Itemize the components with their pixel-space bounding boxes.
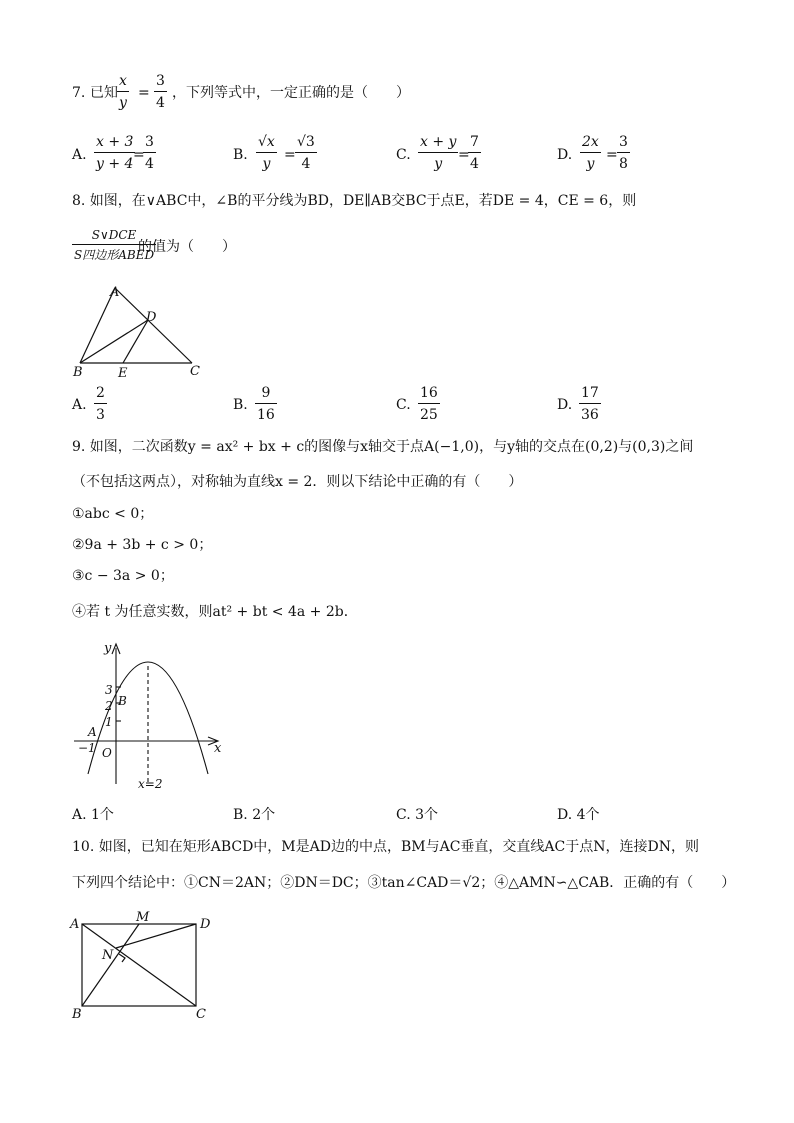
q7-option-c-lhs: $\frac{x + y}{y}$ <box>420 134 457 172</box>
q8-area-ratio: S∨DCE S四边形ABED <box>74 228 155 262</box>
q7-equals: = <box>138 85 150 101</box>
q9-question-line-1: 9. 如图，二次函数y = ax² + bx + c的图像与x轴交于点A(−1,0)，与y轴的交点在(0,2)与(0,3)之间 <box>72 439 694 455</box>
q9-graph-label-origin: O <box>102 746 112 760</box>
q10-label-n: N <box>102 948 114 963</box>
q7-option-d-rhs: $\frac{3}{8}$ <box>619 134 628 172</box>
q10-rectangle-figure <box>68 906 218 1022</box>
q7-fraction-three-fourths: $\frac{3}{4}$ <box>156 73 165 111</box>
q8-option-a-value: $\frac{2}{3}$ <box>96 385 105 423</box>
q7-option-b-label[interactable]: B. <box>233 147 248 163</box>
q9-option-d[interactable]: D. 4个 <box>557 807 600 823</box>
q8-option-c-label[interactable]: C. <box>396 397 411 413</box>
q9-statement-3: ③c − 3a > 0； <box>72 568 174 584</box>
q10-label-a: A <box>70 917 80 932</box>
q9-parabola-graph <box>70 636 240 796</box>
q9-graph-label-b: B <box>118 694 127 708</box>
q7-option-c-rhs: $\frac{7}{4}$ <box>470 134 479 172</box>
q10-diagonal-ac <box>82 924 196 1006</box>
q9-question-line-2: （不包括这两点），对称轴为直线x = 2．则以下结论中正确的有（ ） <box>72 474 523 490</box>
q10-label-d: D <box>200 917 211 932</box>
q9-graph-label-3: 3 <box>105 683 113 697</box>
q8-option-d-label[interactable]: D. <box>557 397 573 413</box>
q10-right-angle-mark <box>119 954 125 962</box>
q8-segment-de <box>123 320 148 363</box>
q9-statement-4: ④若 t 为任意实数，则at² + bt < 4a + 2b． <box>72 604 358 620</box>
q8-segment-ac <box>115 288 192 363</box>
q10-segment-nd <box>116 924 196 948</box>
q7-option-b-lhs: $\frac{√x}{y}$ <box>258 134 275 172</box>
q7-question-text: ，下列等式中，一定正确的是（ ） <box>172 85 410 101</box>
q9-graph-label-axis: x=2 <box>138 777 163 791</box>
q9-graph-label-y: y <box>104 641 112 656</box>
q7-option-a-rhs: $\frac{3}{4}$ <box>145 134 154 172</box>
q9-option-a[interactable]: A. 1个 <box>72 807 114 823</box>
q7-option-d-eq: = <box>606 147 618 163</box>
q7-option-b-rhs: $\frac{√3}{4}$ <box>297 134 315 172</box>
q8-option-a-label[interactable]: A. <box>72 397 87 413</box>
q8-label-b: B <box>73 365 83 380</box>
q7-prefix: 已知 <box>90 85 118 101</box>
q7-option-c-eq: = <box>458 147 470 163</box>
q8-label-a: A <box>110 285 120 300</box>
q7-option-d-label[interactable]: D. <box>557 147 573 163</box>
q10-label-b: B <box>72 1007 82 1022</box>
q7-option-a-label[interactable]: A. <box>72 147 87 163</box>
q8-option-b-label[interactable]: B. <box>233 397 248 413</box>
q8-label-d: D <box>146 310 157 325</box>
q7-option-a-lhs: $\frac{x + 3}{y + 4}$ <box>96 134 134 172</box>
q10-question-line-1: 10. 如图，已知在矩形ABCD中，M是AD边的中点，BM与AC垂直，交直线AC于点N，连接DN，则 <box>72 839 699 855</box>
q8-question-line-2: 的值为（ ） <box>138 239 236 255</box>
q9-graph-label-2: 2 <box>105 699 113 713</box>
q8-label-c: C <box>190 364 200 379</box>
q9-graph-label-x: x <box>214 741 222 756</box>
q8-option-d-value: $\frac{17}{36}$ <box>581 385 599 423</box>
q10-segment-bm <box>82 924 139 1006</box>
q7-number: 7. <box>72 85 86 101</box>
q9-option-c[interactable]: C. 3个 <box>396 807 439 823</box>
q7-option-c-label[interactable]: C. <box>396 147 411 163</box>
q8-option-b-value: $\frac{9}{16}$ <box>257 385 275 423</box>
q9-statement-2: ②9a + 3b + c > 0； <box>72 537 213 553</box>
q10-label-m: M <box>136 910 150 925</box>
q9-option-b[interactable]: B. 2个 <box>233 807 276 823</box>
q7-option-d-lhs: $\frac{2x}{y}$ <box>582 134 599 172</box>
q9-statement-1: ①abc < 0； <box>72 506 154 522</box>
q8-label-e: E <box>118 366 128 380</box>
q9-graph-label-a: A <box>88 725 97 739</box>
q10-label-c: C <box>196 1007 206 1022</box>
q8-question-line-1: 8. 如图，在∨ABC中，∠B的平分线为BD，DE∥AB交BC于点E，若DE = 4，CE = 6，则 <box>72 193 637 209</box>
q7-fraction-x-over-y: $\frac{x}{y}$ <box>119 73 127 111</box>
q7-option-b-eq: = <box>284 147 296 163</box>
q9-graph-label-neg1: −1 <box>78 741 96 755</box>
q7-option-a-eq: = <box>133 147 145 163</box>
q9-graph-label-1: 1 <box>105 715 113 729</box>
q8-triangle-figure <box>68 280 208 380</box>
q8-option-c-value: $\frac{16}{25}$ <box>420 385 438 423</box>
q10-question-line-2: 下列四个结论中：①CN＝2AN；②DN＝DC；③tan∠CAD＝√2；④△AMN∽△CAB．正确的有（ ） <box>72 875 736 891</box>
